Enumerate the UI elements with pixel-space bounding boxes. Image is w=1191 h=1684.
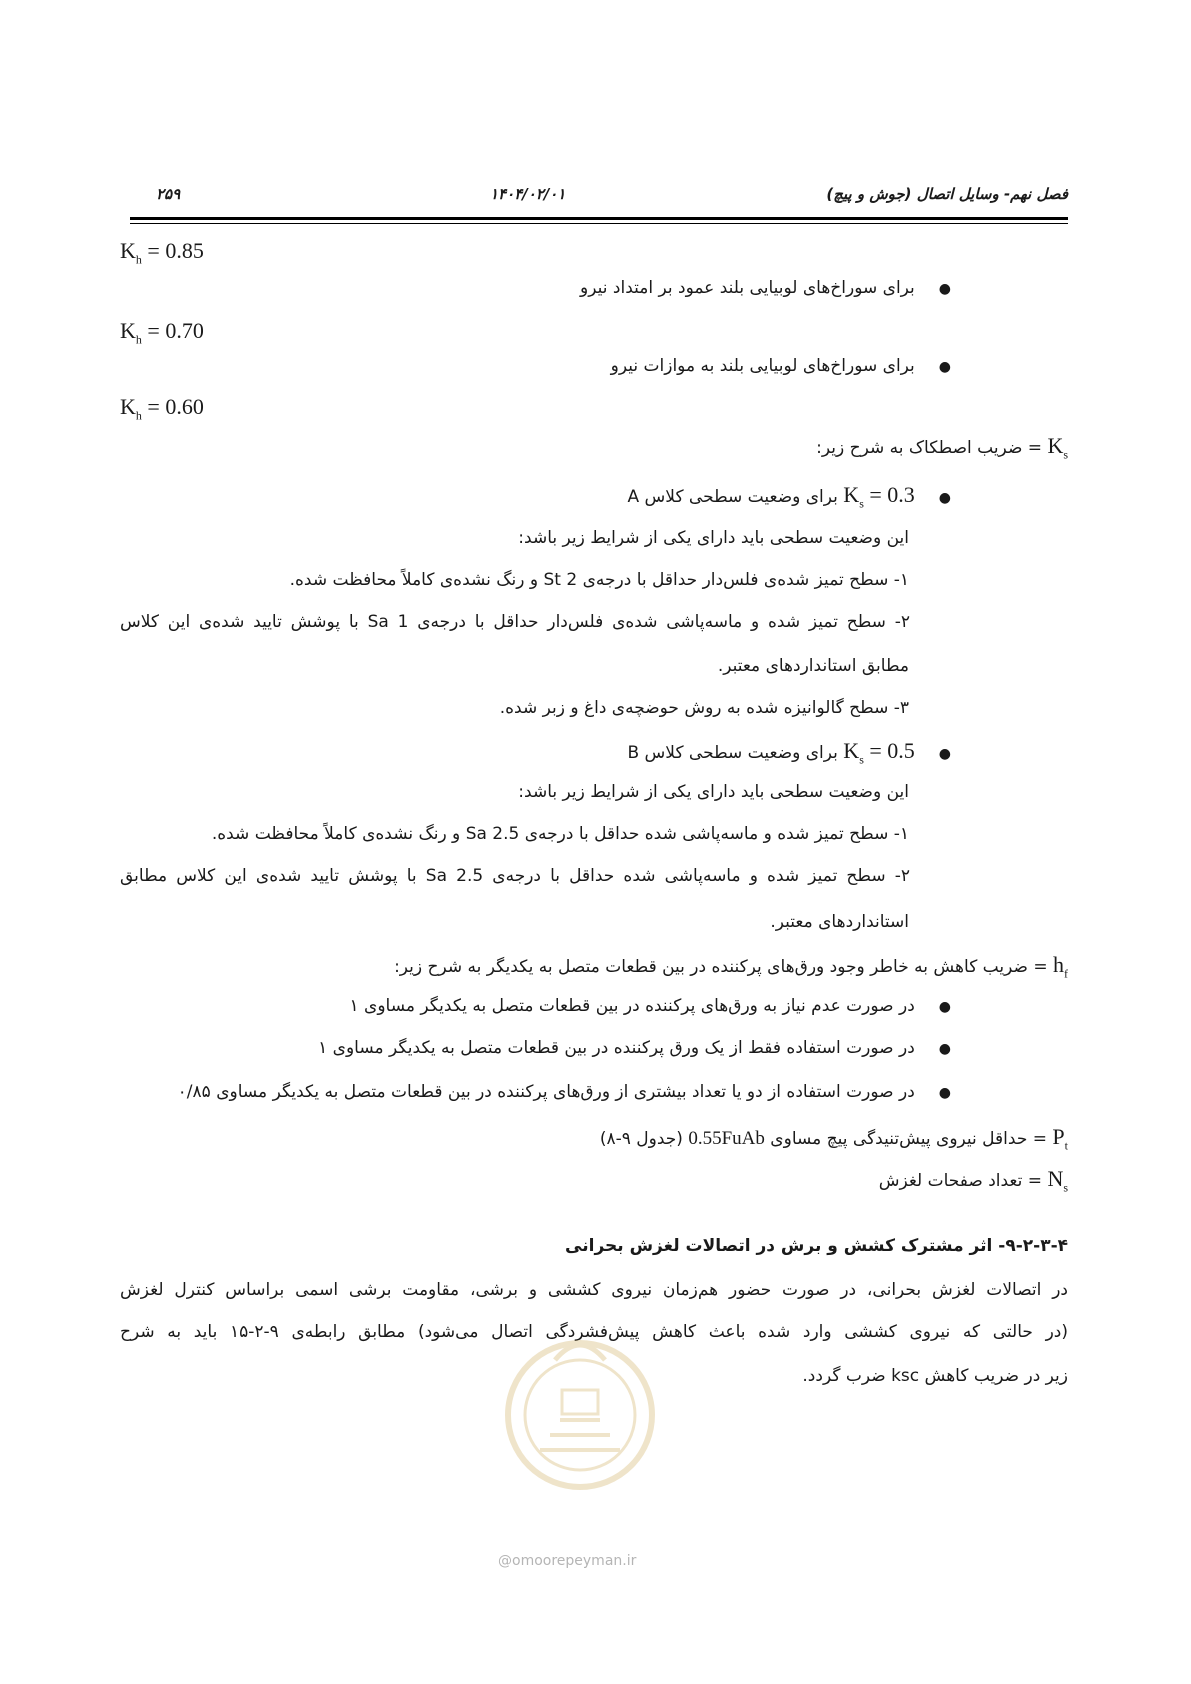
ns-definition: $N_s$ = تعداد صفحات لغزش: [878, 1166, 1068, 1195]
paragraph-line-2: (در حالتی که نیروی کششی وارد شده باعث کاهش پیش‌فشردگی اتصال می‌شود) مطابق رابطه‌ی ۹-۲-۱۵ باید به شرح: [120, 1322, 1068, 1342]
class-a-condition: این وضعیت سطحی باید دارای یکی از شرایط زیر باشد:: [518, 528, 909, 548]
page-header: [130, 185, 1068, 209]
hf-definition: $h_f$ = ضریب کاهش به خاطر وجود ورق‌های پرکننده در بین قطعات متصل به یکدیگر به شرح زیر:: [394, 952, 1068, 981]
section-heading: ۹-۲-۳-۴- اثر مشترک کشش و برش در اتصالات لغزش بحرانی: [565, 1236, 1068, 1256]
bullet-item: ●در صورت استفاده از دو یا تعداد بیشتری از ورق‌های پرکننده در بین قطعات متصل به یکدیگر مساوی ۰/۸۵: [177, 1082, 951, 1102]
bullet-icon: ●: [938, 490, 951, 506]
class-b-condition: این وضعیت سطحی باید دارای یکی از شرایط زیر باشد:: [518, 782, 909, 802]
watermark-logo: [500, 1320, 660, 1500]
class-a-item-2-line-1: ۲- سطح تمیز شده و ماسه‌پاشی شده‌ی فلس‌دار حداقل با درجه‌ی Sa 1 با پوشش تایید شده‌ی این کلاس: [120, 612, 910, 632]
hf-symbol: $h_f$: [1053, 952, 1068, 981]
header-rule-thin: [130, 223, 1068, 224]
class-a-item-1: ۱- سطح تمیز شده‌ی فلس‌دار حداقل با درجه‌ی St 2 و رنگ نشده‌ی کاملاً محافظت شده.: [289, 570, 909, 590]
pt-formula: 0.55FuAb: [688, 1128, 765, 1149]
bullet-icon: ●: [938, 999, 951, 1015]
bullet-item: ●در صورت استفاده فقط از یک ورق پرکننده در بین قطعات متصل به یکدیگر مساوی ۱: [318, 1038, 951, 1058]
bullet-icon: ●: [938, 281, 951, 297]
bullet-icon: ●: [938, 1041, 951, 1057]
bullet-icon: ●: [938, 359, 951, 375]
bullet-icon: ●: [938, 746, 951, 762]
equation-kh-2: $K_h = 0.70$: [120, 318, 204, 347]
ks-symbol: $K_s$: [1047, 433, 1068, 462]
paragraph-line-1: در اتصالات لغزش بحرانی، در صورت حضور هم‌زمان نیروی کششی و برشی، مقاومت برشی اسمی براساس کنترل لغزش: [120, 1280, 1068, 1300]
class-b-item-1: ۱- سطح تمیز شده و ماسه‌پاشی شده حداقل با درجه‌ی Sa 2.5 و رنگ نشده‌ی کاملاً محافظت شده.: [211, 824, 909, 844]
class-a-item-2-line-2: مطابق استانداردهای معتبر.: [717, 656, 909, 676]
ns-symbol: $N_s$: [1047, 1166, 1068, 1195]
bullet-item: ●برای سوراخ‌های لوبیایی بلند عمود بر امتداد نیرو: [580, 278, 951, 298]
paragraph-line-3: زیر در ضریب کاهش ksc ضرب گردد.: [802, 1366, 1068, 1386]
pt-definition: $P_t$ = حداقل نیروی پیش‌تنیدگی پیچ مساوی 0.55FuAb (جدول ۹-۸): [599, 1124, 1068, 1153]
header-rule-thick: [130, 217, 1068, 220]
bullet-item-class-a: $●K_s = 0.3$ برای وضعیت سطحی کلاس A: [627, 482, 951, 511]
equation-kh-1: $K_h = 0.85$: [120, 238, 204, 267]
page-number: ۲۵۹: [156, 185, 181, 203]
class-b-item-2-line-2: استانداردهای معتبر.: [770, 912, 909, 932]
class-b-item-2-line-1: ۲- سطح تمیز شده و ماسه‌پاشی شده حداقل با درجه‌ی Sa 2.5 با پوشش تایید شده‌ی این کلاس مطابق: [120, 866, 910, 886]
ks-definition: $K_s$ = ضریب اصطکاک به شرح زیر:: [816, 433, 1068, 462]
bullet-icon: ●: [938, 1085, 951, 1101]
pt-symbol: $P_t$: [1052, 1124, 1068, 1153]
bullet-item: ●در صورت عدم نیاز به ورق‌های پرکننده در بین قطعات متصل به یکدیگر مساوی ۱: [349, 996, 951, 1016]
bullet-item-class-b: $●K_s = 0.5$ برای وضعیت سطحی کلاس B: [627, 738, 951, 767]
equation-kh-3: $K_h = 0.60$: [120, 394, 204, 423]
chapter-title: فصل نهم- وسایل اتصال (جوش و پیچ): [826, 185, 1068, 203]
class-a-item-3: ۳- سطح گالوانیزه شده به روش حوضچه‌ی داغ و زبر شده.: [499, 698, 909, 718]
header-date: ۱۴۰۴/۰۲/۰۱: [490, 185, 566, 203]
bullet-item: ●برای سوراخ‌های لوبیایی بلند به موازات نیرو: [610, 356, 951, 376]
watermark-site: @omoorepeyman.ir: [498, 1553, 637, 1569]
